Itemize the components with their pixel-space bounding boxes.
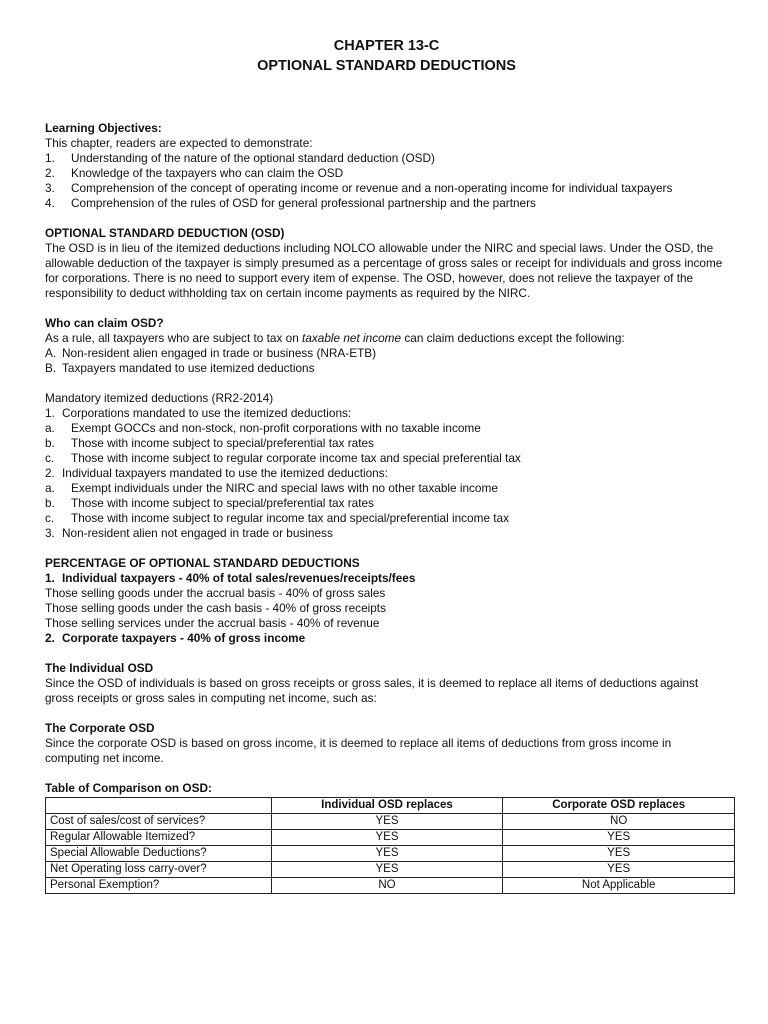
list-text: Taxpayers mandated to use itemized deductions bbox=[62, 361, 315, 375]
paragraph-text: can claim deductions except the following: bbox=[401, 331, 625, 345]
list-text: Non-resident alien engaged in trade or business (NRA-ETB) bbox=[62, 346, 377, 360]
list-text: Those with income subject to special/preferential tax rates bbox=[71, 436, 374, 450]
list-text: Those with income subject to special/preferential tax rates bbox=[71, 496, 374, 510]
list-marker: b. bbox=[45, 436, 55, 450]
list-item bbox=[45, 361, 728, 376]
table-cell: YES bbox=[271, 814, 503, 830]
column-header: Corporate OSD replaces bbox=[503, 798, 735, 814]
list-item bbox=[45, 526, 728, 541]
list-item bbox=[45, 436, 728, 451]
list-item bbox=[45, 346, 728, 361]
list-text: Knowledge of the taxpayers who can claim the OSD bbox=[71, 166, 344, 180]
section-heading: The Corporate OSD bbox=[45, 721, 155, 735]
list-text: Exempt individuals under the NIRC and special laws with no other taxable income bbox=[71, 481, 498, 495]
table-cell: YES bbox=[271, 862, 503, 878]
table-cell: YES bbox=[503, 830, 735, 846]
section-heading: Learning Objectives: bbox=[45, 121, 162, 135]
table-row bbox=[46, 830, 735, 846]
list-text: Those with income subject to regular corporate income tax and special preferential tax bbox=[71, 451, 521, 465]
list-item bbox=[45, 571, 728, 586]
table-cell: Cost of sales/cost of services? bbox=[46, 814, 272, 830]
list-marker: a. bbox=[45, 421, 55, 435]
individual-osd-section bbox=[45, 661, 728, 706]
paragraph: Since the corporate OSD is based on gross income, it is deemed to replace all items of deductions from gross income in computing net income. bbox=[45, 736, 672, 765]
list-marker: 1. bbox=[45, 571, 55, 585]
list-item bbox=[45, 196, 728, 211]
table-cell: YES bbox=[271, 830, 503, 846]
table-cell: Not Applicable bbox=[503, 878, 735, 894]
table-cell: YES bbox=[503, 862, 735, 878]
paragraph: Since the OSD of individuals is based on gross receipts or gross sales, it is deemed to replace all items of deductions against gross receipts or gross sales in computing net income, such as: bbox=[45, 676, 699, 705]
list-marker: B. bbox=[45, 361, 57, 375]
list-text: Individual taxpayers mandated to use the itemized deductions: bbox=[62, 466, 388, 480]
table-cell: Regular Allowable Itemized? bbox=[46, 830, 272, 846]
list-text: Non-resident alien not engaged in trade or business bbox=[62, 526, 333, 540]
list-text: Individual taxpayers - 40% of total sales/revenues/receipts/fees bbox=[62, 571, 416, 585]
paragraph-text: As a rule, all taxpayers who are subject to tax on bbox=[45, 331, 303, 345]
osd-section bbox=[45, 226, 728, 301]
table-cell: Special Allowable Deductions? bbox=[46, 846, 272, 862]
paragraph: Those selling goods under the cash basis - 40% of gross receipts bbox=[45, 601, 386, 615]
list-text: Comprehension of the concept of operating income or revenue and a non-operating income for individual taxpayers bbox=[71, 181, 673, 195]
list-marker: c. bbox=[45, 451, 55, 465]
list-item bbox=[45, 631, 728, 646]
list-marker: 1. bbox=[45, 151, 55, 165]
section-heading: PERCENTAGE OF OPTIONAL STANDARD DEDUCTIONS bbox=[45, 556, 360, 570]
section-heading: Mandatory itemized deductions (RR2-2014) bbox=[45, 391, 274, 405]
list-item bbox=[45, 406, 728, 421]
list-item bbox=[45, 421, 728, 436]
list-item bbox=[45, 181, 728, 196]
learning-objectives-section bbox=[45, 121, 728, 211]
list-marker: b. bbox=[45, 496, 55, 510]
list-item bbox=[45, 451, 728, 466]
list-text: Comprehension of the rules of OSD for general professional partnership and the partners bbox=[71, 196, 536, 210]
list-item bbox=[45, 496, 728, 511]
list-marker: 1. bbox=[45, 406, 55, 420]
table-cell: YES bbox=[271, 846, 503, 862]
table-row bbox=[46, 878, 735, 894]
list-text: Corporations mandated to use the itemized deductions: bbox=[62, 406, 352, 420]
column-header: Individual OSD replaces bbox=[271, 798, 503, 814]
section-heading: The Individual OSD bbox=[45, 661, 154, 675]
paragraph: Those selling services under the accrual basis - 40% of revenue bbox=[45, 616, 380, 630]
list-marker: 2. bbox=[45, 631, 55, 645]
table-cell: NO bbox=[503, 814, 735, 830]
list-item bbox=[45, 151, 728, 166]
list-item bbox=[45, 511, 728, 526]
list-marker: 4. bbox=[45, 196, 55, 210]
list-item bbox=[45, 466, 728, 481]
list-text: Understanding of the nature of the optional standard deduction (OSD) bbox=[71, 151, 435, 165]
comparison-section bbox=[45, 781, 728, 894]
who-can-claim-section bbox=[45, 316, 728, 376]
percentage-section bbox=[45, 556, 728, 646]
table-row bbox=[46, 814, 735, 830]
table-cell: Net Operating loss carry-over? bbox=[46, 862, 272, 878]
comparison-table bbox=[45, 797, 735, 894]
paragraph: The OSD is in lieu of the itemized deductions including NOLCO allowable under the NIRC and special laws. Under the OSD, the allowable deduction of the taxpayer is simply presumed as a percentage of gross sales or receipt for individuals and gross income for corporations. There is no need to support every item of expense. The OSD, however, does not relieve the taxpayer of the responsibility to deduct withholding tax on certain income payments as required by the NIRC. bbox=[45, 241, 723, 300]
table-header-row bbox=[46, 798, 735, 814]
list-marker: 3. bbox=[45, 181, 55, 195]
paragraph: Those selling goods under the accrual basis - 40% of gross sales bbox=[45, 586, 386, 600]
table-row bbox=[46, 846, 735, 862]
section-heading: OPTIONAL STANDARD DEDUCTION (OSD) bbox=[45, 226, 285, 240]
list-marker: a. bbox=[45, 481, 55, 495]
page-title: OPTIONAL STANDARD DEDUCTIONS bbox=[257, 58, 516, 74]
list-text: Corporate taxpayers - 40% of gross income bbox=[62, 631, 306, 645]
table-cell: YES bbox=[503, 846, 735, 862]
list-marker: 3. bbox=[45, 526, 55, 540]
table-row bbox=[46, 862, 735, 878]
list-marker: A. bbox=[45, 346, 57, 360]
list-item bbox=[45, 166, 728, 181]
list-marker: 2. bbox=[45, 166, 55, 180]
chapter-heading: CHAPTER 13-C bbox=[333, 38, 440, 54]
list-marker: c. bbox=[45, 511, 55, 525]
section-heading: Table of Comparison on OSD: bbox=[45, 781, 212, 795]
list-marker: 2. bbox=[45, 466, 55, 480]
list-text: Those with income subject to regular income tax and special/preferential income tax bbox=[71, 511, 510, 525]
list-text: Exempt GOCCs and non-stock, non-profit corporations with no taxable income bbox=[71, 421, 481, 435]
table-cell: Personal Exemption? bbox=[46, 878, 272, 894]
mandatory-itemized-section bbox=[45, 391, 728, 541]
paragraph bbox=[45, 331, 728, 346]
column-header bbox=[46, 798, 272, 814]
list-item bbox=[45, 481, 728, 496]
table-cell: NO bbox=[271, 878, 503, 894]
section-heading: Who can claim OSD? bbox=[45, 316, 164, 330]
emphasis-text: taxable net income bbox=[302, 331, 402, 345]
corporate-osd-section bbox=[45, 721, 728, 766]
paragraph: This chapter, readers are expected to demonstrate: bbox=[45, 136, 313, 150]
